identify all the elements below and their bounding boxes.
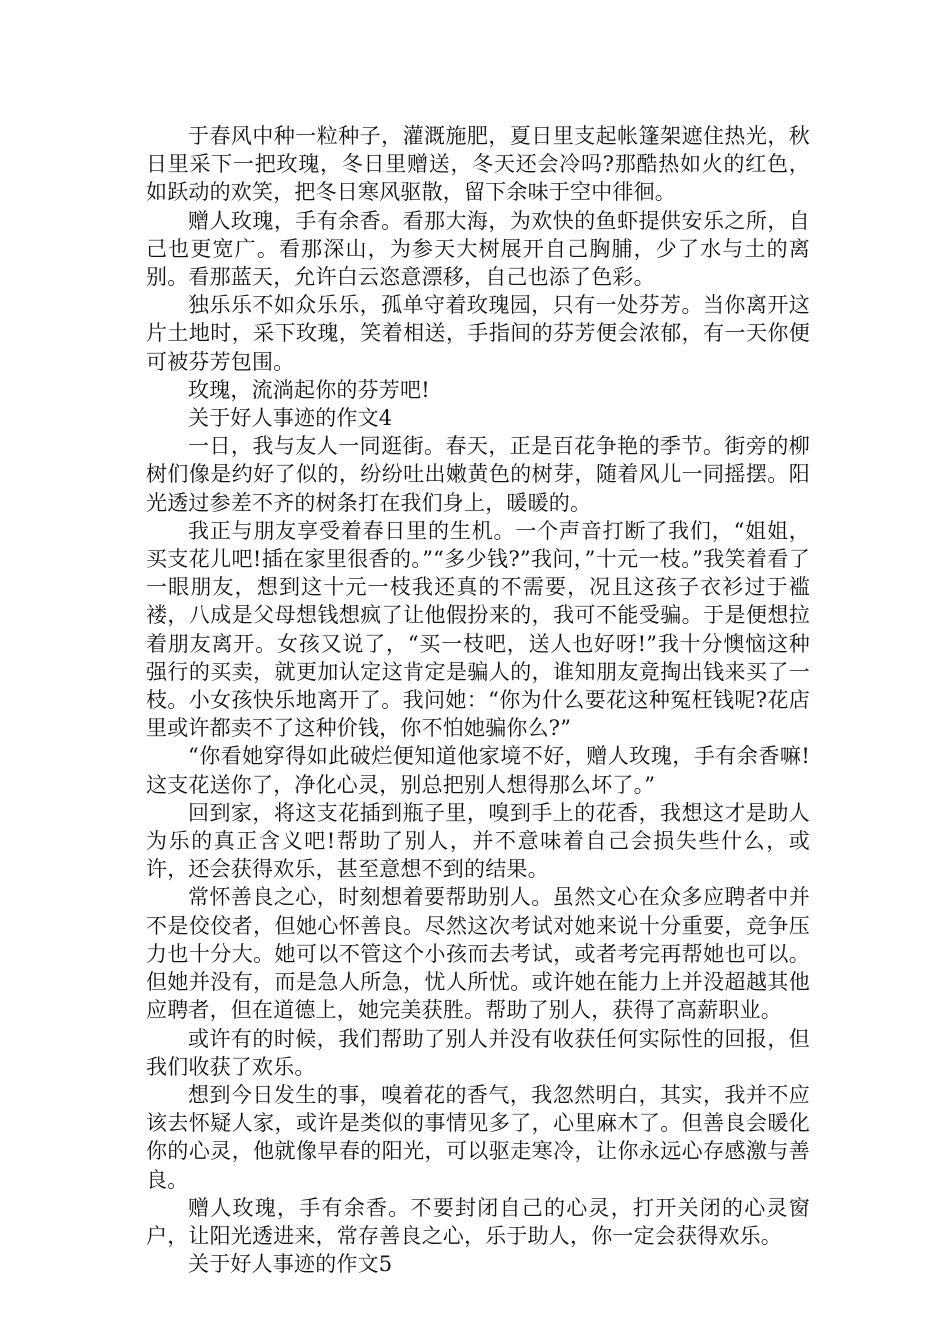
document-body [146,122,810,1278]
paragraph: 我正与朋友享受着春日里的生机。一个声音打断了我们，“姐姐，买支花儿吧!插在家里很香的。”“多少钱?”我问，”十元一枝。”我笑着看了一眼朋友，想到这十元一枝我还真的不需要，况且这孩子衣衫过于褴褛，八成是父母想钱想疯了让他假扮来的，我可不能受骗。于是便想拉着朋友离开。女孩又说了，“买一枝吧，送人也好呀!”我十分懊恼这种强行的买卖，就更加认定这肯定是骗人的，谁知朋友竟掏出钱来买了一枝。小女孩快乐地离开了。我问她：“你为什么要花这种冤枉钱呢?花店里或许都卖不了这种价钱，你不怕她骗你么?” [146,518,810,741]
paragraph: 赠人玫瑰，手有余香。不要封闭自己的心灵，打开关闭的心灵窗户，让阳光透进来，常存善良之心，乐于助人，你一定会获得欢乐。 [146,1195,810,1248]
paragraph: “你看她穿得如此破烂便知道他家境不好，赠人玫瑰，手有余香嘛!这支花送你了，净化心灵，别总把别人想得那么坏了。” [146,744,810,797]
paragraph: 回到家，将这支花插到瓶子里，嗅到手上的花香，我想这才是助人为乐的真正含义吧!帮助了别人，并不意味着自己会损失些什么，或许，还会获得欢乐，甚至意想不到的结果。 [146,800,810,882]
paragraph: 于春风中种一粒种子，灌溉施肥，夏日里支起帐篷架遮住热光，秋日里采下一把玫瑰，冬日里赠送，冬天还会冷吗?那酷热如火的红色，如跃动的欢笑，把冬日寒风驱散，留下余味于空中徘徊。 [146,124,810,205]
paragraph: 或许有的时候，我们帮助了别人并没有收获任何实际性的回报，但我们收获了欢乐。 [146,1026,810,1079]
paragraph: 想到今日发生的事，嗅着花的香气，我忽然明白，其实，我并不应该去怀疑人家，或许是类似的事情见多了，心里麻木了。但善良会暖化你的心灵，他就像早春的阳光，可以驱走寒冷，让你永远心存感激与善良。 [146,1082,810,1192]
paragraph: 独乐乐不如众乐乐，孤单守着玫瑰园，只有一处芬芳。当你离开这片土地时，采下玫瑰，笑着相送，手指间的芬芳便会浓郁，有一天你便可被芬芳包围。 [146,293,810,374]
section-heading: 关于好人事迹的作文4 [188,406,393,431]
paragraph: 常怀善良之心，时刻想着要帮助别人。虽然文心在众多应聘者中并不是佼佼者，但她心怀善良。尽然这次考试对她来说十分重要，竞争压力也十分大。她可以不管这个小孩而去考试，或者考完再帮她也可以。但她并没有，而是急人所急，忧人所忧。或许她在能力上并没超越其他应聘者，但在道德上，她完美获胜。帮助了别人，获得了高薪职业。 [146,885,810,1023]
paragraph: 一日，我与友人一同逛街。春天，正是百花争艳的季节。街旁的柳树们像是约好了似的，纷纷吐出嫩黄色的树芽，随着风儿一同摇摆。阳光透过参差不齐的树条打在我们身上，暖暖的。 [146,434,810,515]
paragraph: 玫瑰，流淌起你的芬芳吧! [188,377,430,402]
paragraph: 赠人玫瑰，手有余香。看那大海，为欢快的鱼虾提供安乐之所，自己也更宽广。看那深山，为参天大树展开自己胸脯，少了水与土的离别。看那蓝天，允许白云恣意漂移，自己也添了色彩。 [146,208,810,290]
section-heading: 关于好人事迹的作文5 [188,1252,393,1277]
